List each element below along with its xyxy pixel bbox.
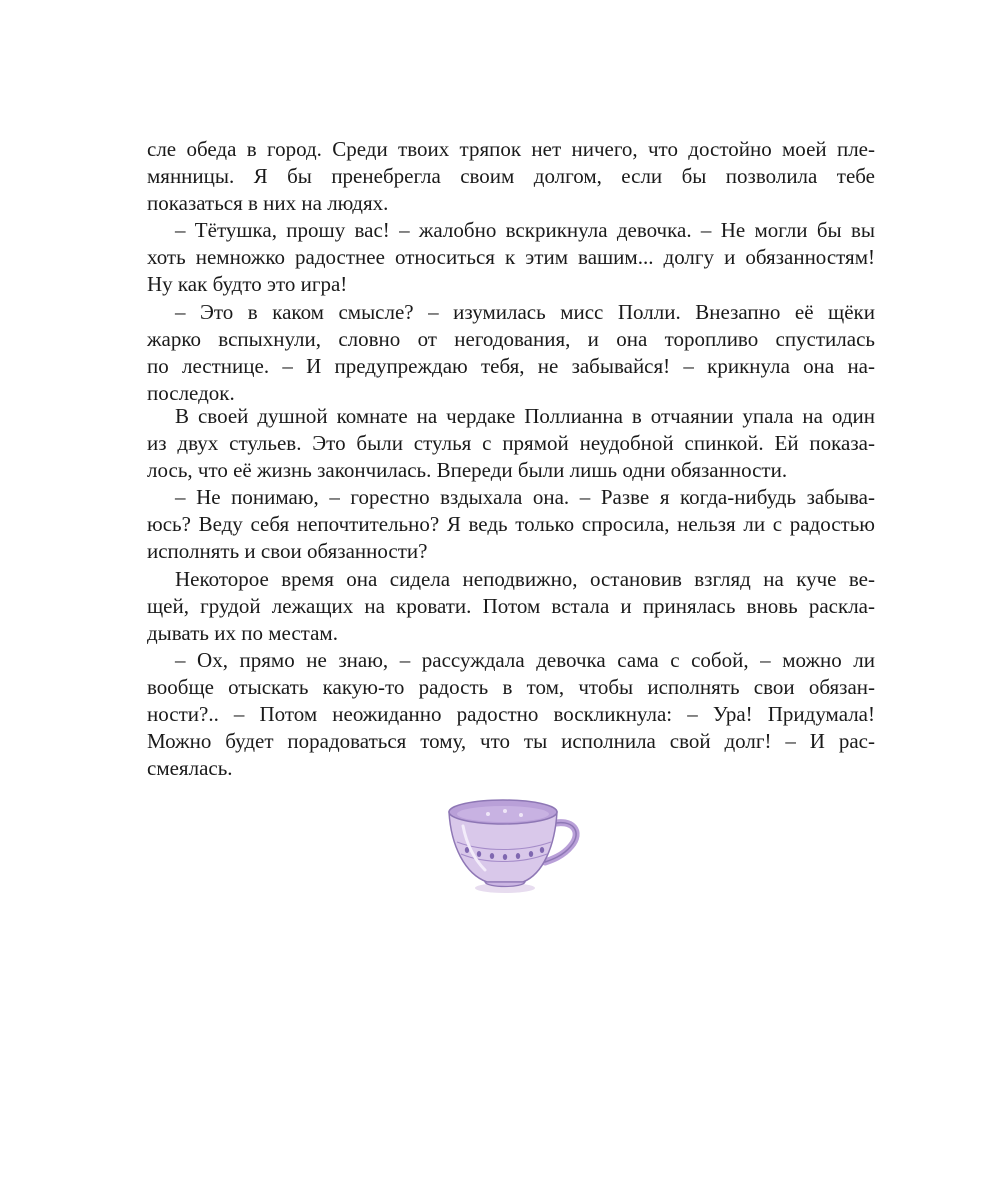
text-line: – Не понимаю, – горестно вздыхала она. – Разве я когда-нибудь забыва- (175, 485, 875, 510)
paragraph (147, 566, 875, 647)
text-line: В своей душной комнате на чердаке Поллианна в отчаянии упала на один (175, 404, 875, 428)
text-line: – Ох, прямо не знаю, – рассуждала девочка сама с собой, – можно ли (175, 647, 875, 672)
text-line: сле обеда в город. Среди твоих тряпок нет ничего, что достойно моей пле- (147, 137, 875, 161)
text-line: хоть немножко радостнее относиться к этим вашим... долгу и обязанностям! (147, 245, 875, 270)
cup-inside (457, 806, 549, 822)
text-line: – Тётушка, прошу вас! – жалобно вскрикнула девочка. – Не могли бы вы (175, 218, 875, 243)
text-section-1 (147, 136, 875, 407)
text-line: вообще отыскать какую-то радость в том, чтобы исполнять свои обязан- (147, 674, 875, 699)
text-section-2 (147, 403, 875, 782)
text-line: юсь? Веду себя непочтительно? Я ведь только спросила, нельзя ли с радостью (147, 512, 875, 537)
text-line: Некоторое время она сидела неподвижно, остановив взгляд на куче ве- (175, 566, 875, 591)
text-line: смеялась. (147, 756, 233, 781)
text-line: щей, грудой лежащих на кровати. Потом встала и принялась вновь раскла- (147, 593, 875, 618)
text-line: ности?.. – Потом неожиданно радостно воскликнула: – Ура! Придумала! (147, 702, 875, 727)
paragraph (147, 403, 875, 484)
cup-speck (486, 812, 490, 816)
text-line: – Это в каком смысле? – изумилась мисс Полли. Внезапно её щёки (175, 299, 875, 324)
text-line: Ну как будто это игра! (147, 272, 348, 297)
cup-speck (519, 813, 523, 817)
text-line: мянницы. Я бы пренебрегла своим долгом, если бы позволила тебе (147, 164, 875, 189)
paragraph (147, 484, 875, 565)
text-line: показаться в них на людях. (147, 191, 389, 216)
teacup-illustration (443, 796, 583, 896)
paragraph (147, 647, 875, 782)
paragraph (147, 299, 875, 407)
text-line: дывать их по местам. (147, 620, 338, 645)
text-line: лось, что её жизнь закончилась. Впереди были лишь одни обязанности. (147, 458, 788, 483)
paragraph (147, 136, 875, 217)
cup-foot (485, 882, 525, 887)
text-line: исполнять и свои обязанности? (147, 539, 428, 564)
paragraph (147, 217, 875, 298)
text-line: по лестнице. – И предупреждаю тебя, не забывайся! – крикнула она на- (147, 353, 875, 378)
text-line: из двух стульев. Это были стулья с прямой неудобной спинкой. Ей показа- (147, 431, 875, 456)
text-line: последок. (147, 380, 235, 405)
text-line: жарко вспыхнули, словно от негодования, и она торопливо спустилась (147, 326, 875, 351)
cup-speck (503, 809, 507, 813)
text-line: Можно будет порадоваться тому, что ты исполнила свой долг! – И рас- (147, 729, 875, 754)
